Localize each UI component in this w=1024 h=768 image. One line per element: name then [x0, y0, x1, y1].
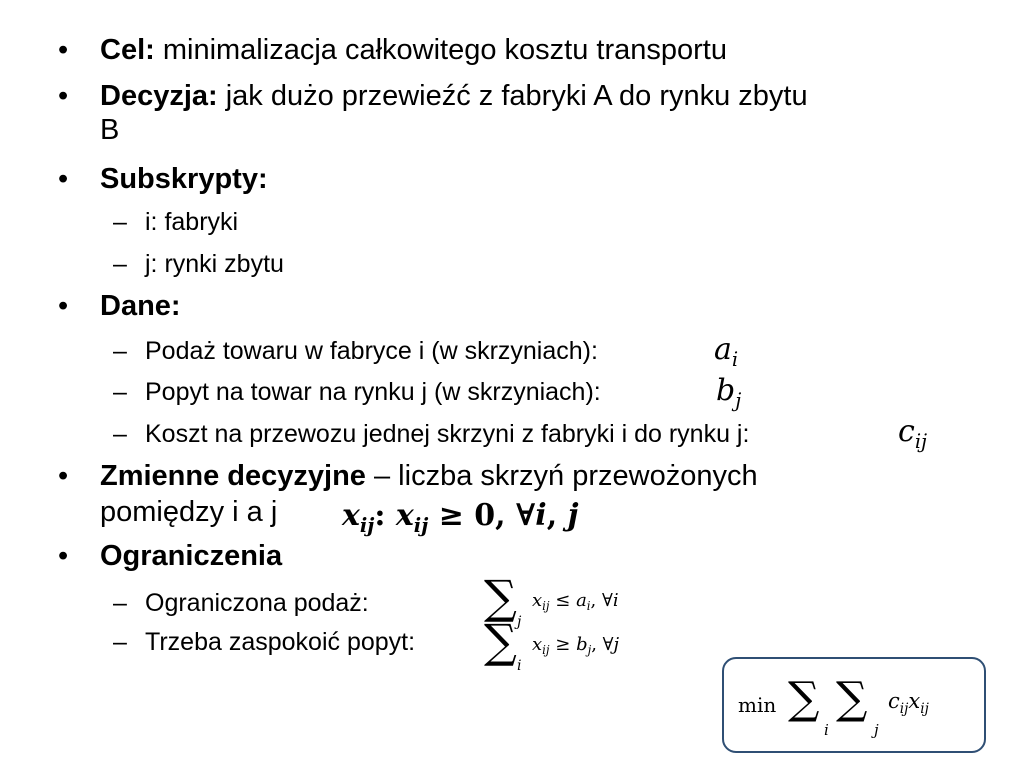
ograniczenie-supply: Ograniczona podaż:: [145, 589, 369, 617]
dash: –: [113, 420, 127, 448]
zmienne-continuation: pomiędzy i a j: [100, 496, 278, 528]
subskrypt-item: i: fabryki: [145, 208, 239, 236]
dash: –: [113, 628, 127, 656]
sum-index: i: [824, 721, 829, 739]
decision-variable-formula: $x_{ij}$: $x_{ij} \ge 0$, ∀i, j: [342, 498, 579, 537]
dash: –: [113, 589, 127, 617]
dane-item-demand: Popyt na towar na rynku j (w skrzyniach):: [145, 378, 601, 406]
bullet-ograniczenia: [100, 540, 282, 573]
dash: –: [113, 250, 127, 278]
bullet-dot: •: [58, 34, 69, 66]
subskrypt-item: j: rynki zbytu: [145, 250, 284, 278]
decyzja-label: Decyzja:: [100, 80, 218, 112]
bullet-dot: •: [58, 460, 69, 492]
bullet-dot: •: [58, 163, 69, 195]
subskrypty-label: Subskrypty:: [100, 163, 268, 195]
ograniczenia-label: Ograniczenia: [100, 540, 283, 572]
bullet-dot: •: [58, 290, 69, 322]
symbol-b-j: $b_j$: [716, 373, 742, 412]
bullet-decyzja: [100, 80, 808, 113]
symbol-a-i: $a_i$: [714, 332, 739, 371]
bullet-zmienne: [100, 460, 758, 493]
decyzja-text: jak dużo przewieźć z fabryki A do rynku zbytu: [217, 80, 808, 112]
dane-label: Dane:: [100, 290, 181, 322]
zmienne-label: Zmienne decyzyjne: [100, 460, 366, 492]
sum-symbol: ∑: [788, 673, 820, 724]
objective-function-box: [722, 657, 986, 753]
bullet-dot: •: [58, 80, 69, 112]
dash: –: [113, 378, 127, 406]
cel-label: Cel:: [100, 34, 155, 66]
dane-item-cost: Koszt na przewozu jednej skrzyni z fabryki i do rynku j:: [145, 420, 750, 448]
dane-item-supply: Podaż towaru w fabryce i (w skrzyniach):: [145, 337, 598, 365]
ograniczenie-demand: Trzeba zaspokoić popyt:: [145, 628, 416, 656]
zmienne-text: – liczba skrzyń przewożonych: [365, 460, 758, 492]
bullet-dot: •: [58, 540, 69, 572]
sum-symbol: ∑: [836, 673, 868, 724]
bullet-dane: [100, 290, 181, 323]
symbol-c-ij: $c_{ij}$: [898, 414, 928, 453]
dash: –: [113, 208, 127, 236]
min-label: min: [738, 693, 777, 717]
sum-index: j: [874, 721, 879, 739]
cel-text: minimalizacja całkowitego kosztu transportu: [154, 34, 727, 66]
objective-term: $c_{ij}x_{ij}$: [888, 689, 929, 717]
decyzja-continuation: B: [100, 114, 120, 146]
bullet-cel: [100, 34, 727, 67]
bullet-subskrypty: [100, 163, 268, 196]
dash: –: [113, 337, 127, 365]
